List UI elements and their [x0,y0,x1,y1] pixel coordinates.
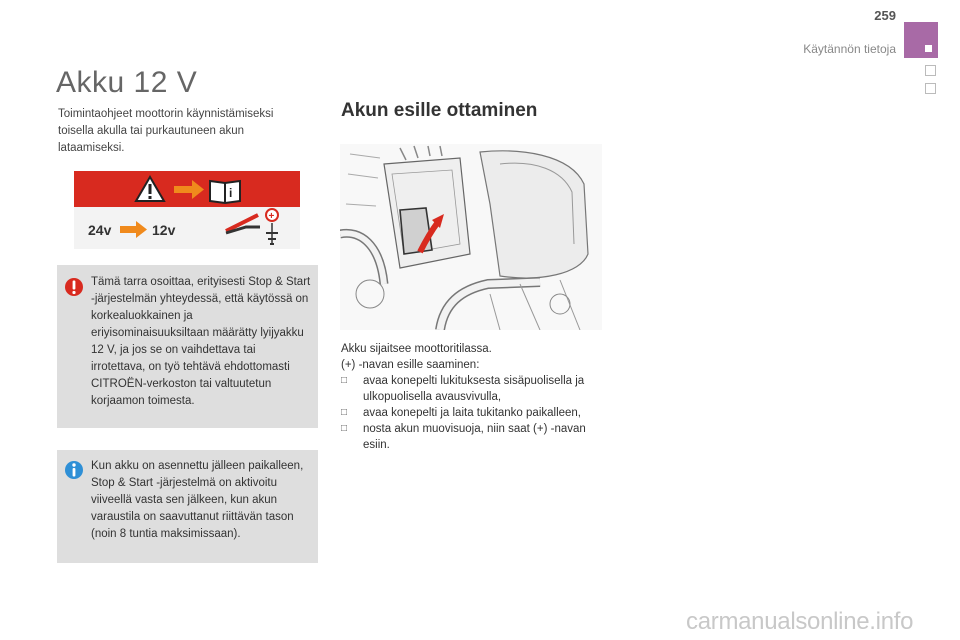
page-number: 259 [874,8,896,23]
list-item: □ avaa konepelti ja laita tukitanko paikalleen, [341,407,582,419]
voltage-to-label: 12v [152,222,176,238]
svg-text:i: i [229,186,233,200]
exclamation-warning-icon [65,277,83,297]
manual-book-icon [210,181,240,203]
list-item: □ nosta akun muovisuoja, niin saat (+) -navan esiin. [341,423,586,451]
instruction-line: Akku sijaitsee moottoritilassa. [341,343,492,355]
checkbox-bullet-icon: □ [341,375,348,386]
warning-note [57,265,318,428]
section-heading: Akun esille ottaminen [341,100,538,121]
svg-text:+: + [268,211,275,222]
arrow-right-icon [120,221,147,238]
warning-triangle-icon [136,177,164,201]
chapter-tab-active[interactable] [904,22,938,58]
info-icon [65,460,83,480]
intro-text: Toimintaohjeet moottorin käynnistämiseksi toisella akulla tai purkautuneen akun lataamiseksi. [58,108,274,154]
watermark: carmanualsonline.info [686,608,914,635]
engine-bay-illustration [340,144,602,330]
info-note [57,450,318,563]
label-symbols [74,171,300,249]
square-icon [925,45,932,52]
info-note-text: Kun akku on asennettu jälleen paikalleen, Stop & Start -järjestelmä on aktivoitu viiveellä vasta sen jälkeen, kun akun varaustila on saavuttanut riittävän tason (noin 8 tuntia maksimissaan). [91,460,304,540]
warning-note-text: Tämä tarra osoittaa, erityisesti Stop & Start -järjestelmän yhteydessä, että käytössä on korkealuokkainen ja eriyisominaisuuksiltaan määrätty lyijyakku 12 V, ja jos se on vaihdettava tai irrotettava, on työ tehtävä ehdottomasti CITROËN-verkoston tai valtuutetun korjaamon toimesta. [91,276,311,407]
instructions [341,341,606,453]
list-item: □ avaa konepelti lukituksesta sisäpuolisella ja ulkopuolisella avausvivulla, [341,375,585,403]
instruction-line: (+) -navan esille saaminen: [341,359,480,371]
arrow-right-icon [174,180,204,199]
battery-warning-label-image [74,171,300,249]
chapter-tab[interactable] [925,65,936,76]
page-title: Akku 12 V [56,66,198,99]
voltage-from-label: 24v [88,222,112,238]
checkbox-bullet-icon: □ [341,423,348,434]
checkbox-bullet-icon: □ [341,407,348,418]
jumper-cable-icon [226,209,278,245]
section-title: Käytännön tietoja [803,42,896,56]
chapter-tab[interactable] [925,83,936,94]
